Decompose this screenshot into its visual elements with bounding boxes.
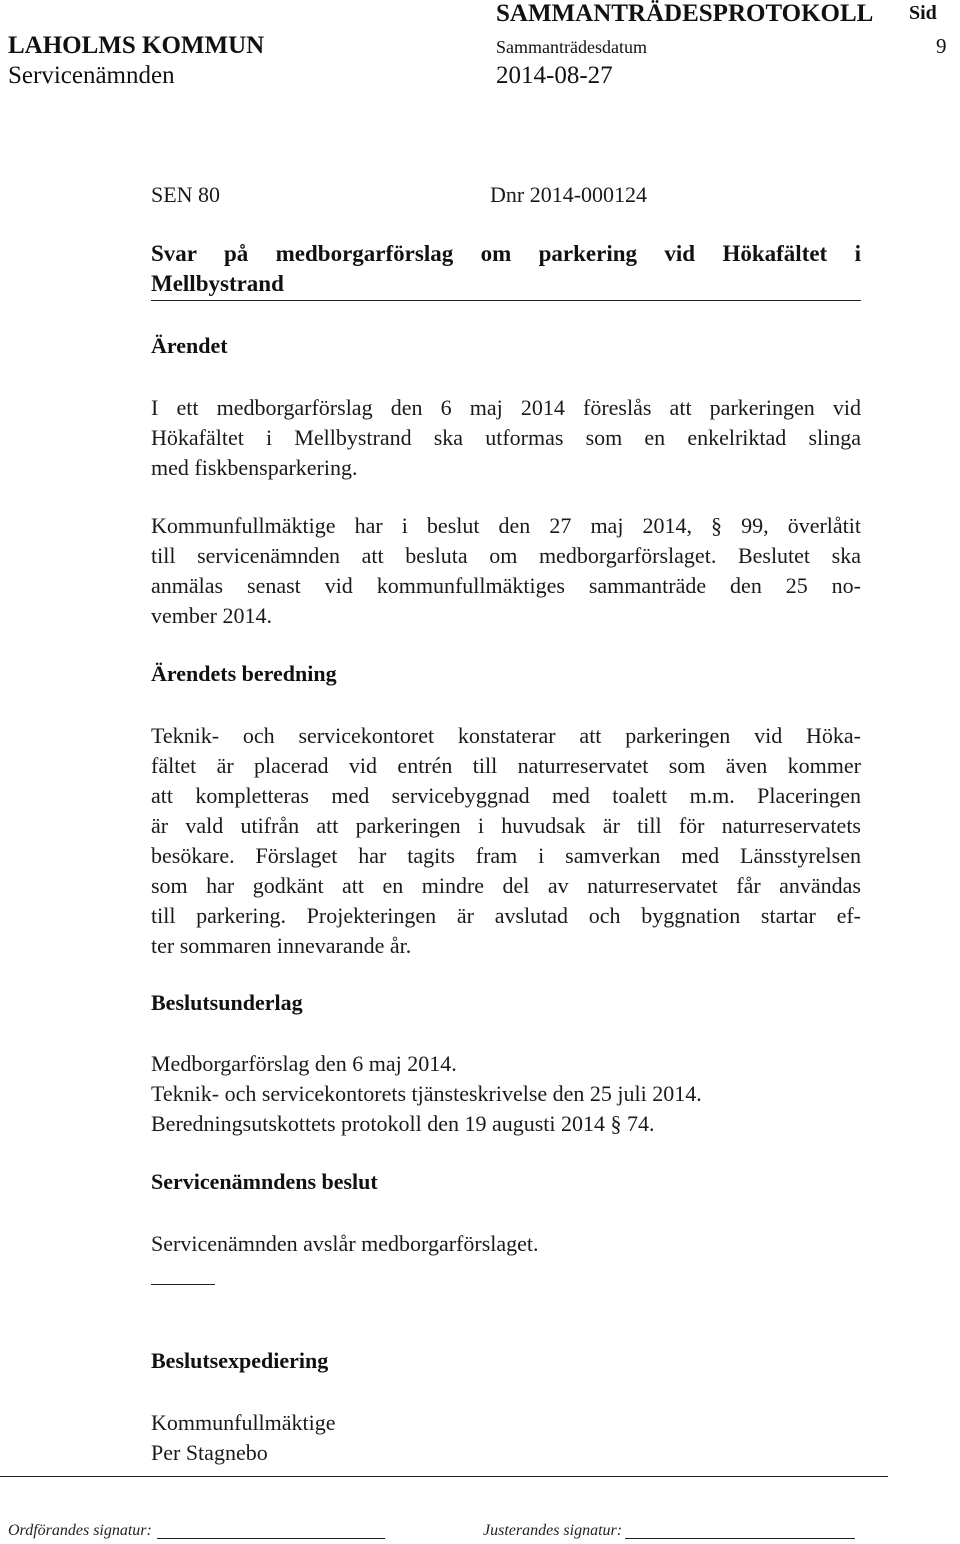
- item-title-line: Mellbystrand: [151, 271, 284, 296]
- text-line: till servicenämnden att besluta om medborgarförslaget. Beslutet ska: [151, 543, 861, 568]
- text-line: Kommunfullmäktige har i beslut den 27 maj 2014, § 99, överlåtit: [151, 513, 861, 538]
- sid-label: Sid: [909, 2, 937, 24]
- municipality-name: LAHOLMS KOMMUN: [8, 32, 265, 59]
- item-title-line: Svar på medborgarförslag om parkering vid Hökafältet i: [151, 241, 861, 266]
- document-reference: Medborgarförslag den 6 maj 2014.: [151, 1051, 457, 1076]
- decision-text: Servicenämnden avslår medborgarförslaget.: [151, 1231, 539, 1256]
- text-line: Teknik- och servicekontoret konstaterar att parkeringen vid Höka-: [151, 723, 861, 748]
- decision-end-rule: [151, 1284, 215, 1285]
- text-line: fältet är placerad vid entrén till naturreservatet som även kommer: [151, 753, 861, 778]
- meeting-date-label: Sammanträdesdatum: [496, 37, 647, 57]
- document-reference: Teknik- och servicekontorets tjänsteskrivelse den 25 juli 2014.: [151, 1081, 702, 1106]
- section-heading-beslutsunderlag: Beslutsunderlag: [151, 990, 303, 1015]
- section-heading-beslut: Servicenämndens beslut: [151, 1169, 378, 1194]
- text-line: som har godkänt att en mindre del av naturreservatet får användas: [151, 873, 861, 898]
- text-line: är vald utifrån att parkeringen i huvudsak är till för naturreservatets: [151, 813, 861, 838]
- title-underline: [151, 300, 861, 301]
- section-heading-arendet: Ärendet: [151, 333, 228, 358]
- adjuster-signature-line: [625, 1538, 855, 1539]
- diary-number: Dnr 2014-000124: [490, 182, 648, 207]
- chair-signature-line: [157, 1538, 385, 1539]
- text-line: anmälas senast vid kommunfullmäktiges sammanträde den 25 no-: [151, 573, 861, 598]
- beredning-paragraph: [151, 721, 861, 961]
- arendet-paragraph-2: [151, 511, 861, 631]
- beslutsunderlag-list: [151, 1049, 861, 1139]
- recipient-list: [151, 1408, 861, 1468]
- text-line: I ett medborgarförslag den 6 maj 2014 föreslås att parkeringen vid: [151, 395, 861, 420]
- protocol-title: SAMMANTRÄDESPROTOKOLL: [496, 0, 874, 27]
- text-line: med fiskbensparkering.: [151, 455, 358, 480]
- text-line: till parkering. Projekteringen är avslutad och byggnation startar ef-: [151, 903, 861, 928]
- item-title: [151, 239, 861, 299]
- document-reference: Beredningsutskottets protokoll den 19 augusti 2014 § 74.: [151, 1111, 655, 1136]
- text-line: Hökafältet i Mellbystrand ska utformas som en enkelriktad slinga: [151, 425, 861, 450]
- recipient: Kommunfullmäktige: [151, 1410, 336, 1435]
- recipient: Per Stagnebo: [151, 1440, 268, 1465]
- section-heading-expediering: Beslutsexpediering: [151, 1348, 329, 1373]
- meeting-date: 2014-08-27: [496, 62, 613, 89]
- page-number: 9: [936, 34, 947, 58]
- item-number: SEN 80: [151, 182, 221, 207]
- chair-signature-label: Ordförandes signatur:: [8, 1522, 152, 1539]
- footer-divider: [0, 1476, 888, 1477]
- text-line: besökare. Förslaget har tagits fram i samverkan med Länsstyrelsen: [151, 843, 861, 868]
- section-heading-beredning: Ärendets beredning: [151, 661, 337, 686]
- text-line: ter sommaren innevarande år.: [151, 933, 412, 958]
- text-line: vember 2014.: [151, 603, 272, 628]
- text-line: att kompletteras med servicebyggnad med toalett m.m. Placeringen: [151, 783, 861, 808]
- committee-name: Servicenämnden: [8, 62, 175, 89]
- arendet-paragraph-1: [151, 393, 861, 483]
- adjuster-signature-label: Justerandes signatur:: [483, 1522, 623, 1539]
